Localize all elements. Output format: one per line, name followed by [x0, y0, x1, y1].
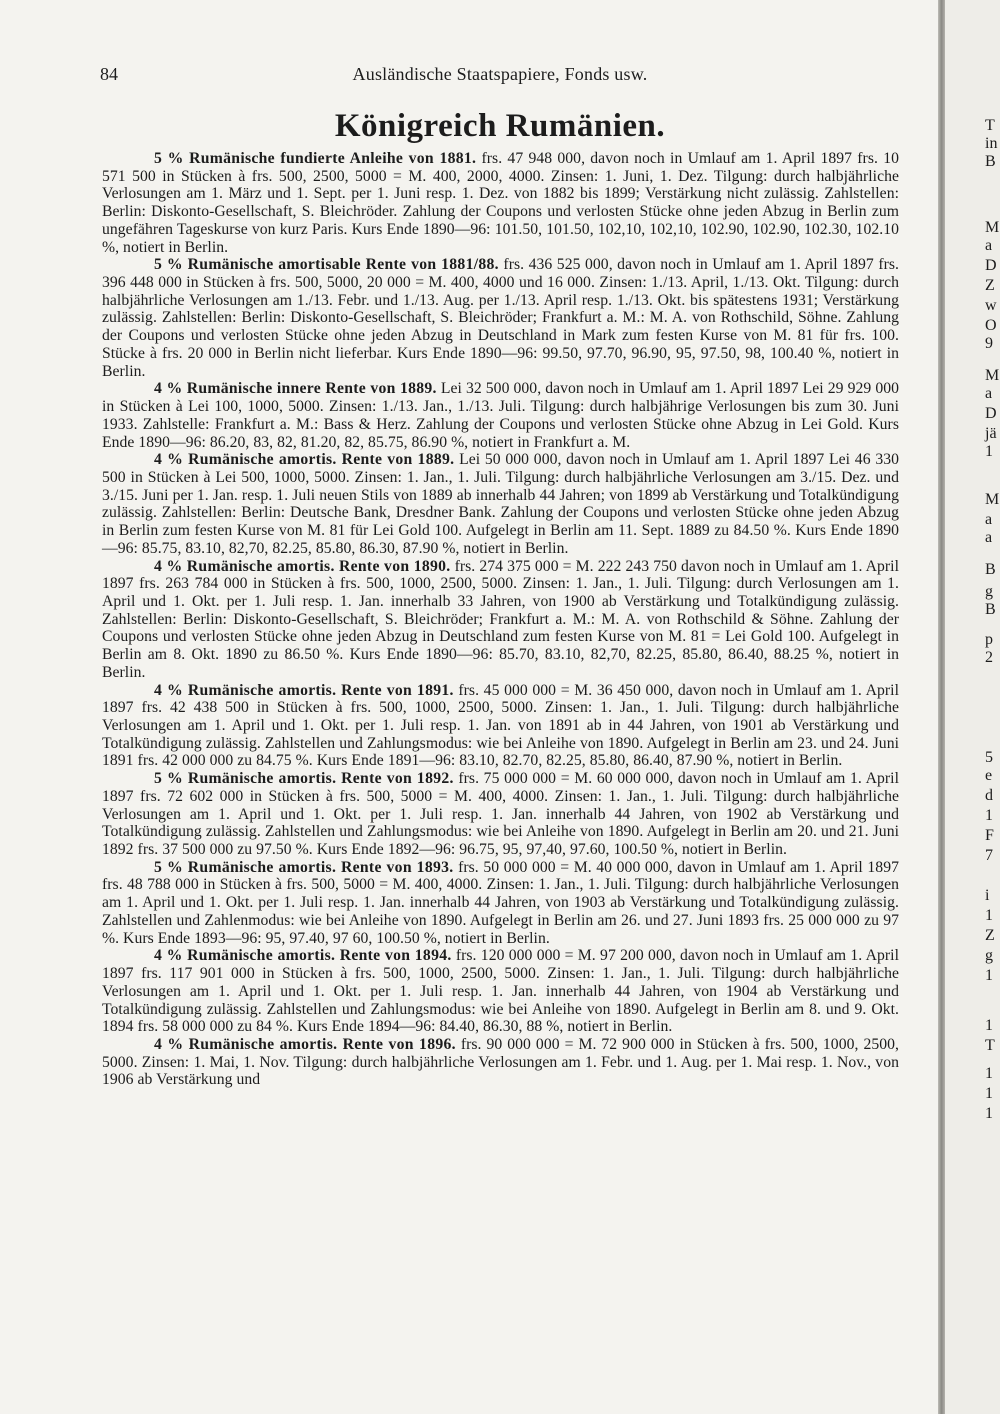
facing-page-fragment: T — [985, 1037, 995, 1054]
facing-page-fragment: i — [985, 887, 990, 904]
facing-page-fragment: g — [985, 947, 993, 964]
entry-heading: 4 % Rumänische amortis. Rente von 1889. — [154, 451, 455, 469]
facing-page-fragment: a — [985, 385, 993, 402]
facing-page-fragment: B — [985, 601, 996, 618]
facing-page-fragment: a — [985, 511, 993, 528]
facing-page-fragment: Z — [985, 277, 995, 294]
entry-text: Lei 50 000 000, davon noch in Umlauf am 1. April 1897 Lei 46 330 500 in Stücken à Lei 500, 1000, 5000. Zinsen: 1. Jan., 1. Juli. Tilgung: durch halbjährliche Verlosungen am 3./15. Dez. und 3./15. Juni per 1. Jan. resp. 1. Juli neuen Stils von 1889 ab innerhalb 44 Jahren; von 1899 ab Verstärkung und Totalkündigung zulässig. Zahlstellen: Berlin: Deutsche Bank, Dresdner Bank. Zahlung der Coupons und verlosten Stücke ohne jeden Abzug in Berlin zum festen Kurse von M. 81 für Lei Gold 100. Aufgelegt in Berlin am 11. Sept. 1889 zu 84.50 %. Kurs Ende 1890—96: 85.75, 83.10, 82,70, 82.25, 85.80, 86.30, 87.90 %, notiert in Berlin. — [102, 451, 899, 557]
entry-heading: 5 % Rumänische amortis. Rente von 1893. — [154, 858, 454, 876]
facing-page-fragment: O — [985, 317, 997, 334]
facing-page-fragment: 1 — [985, 807, 993, 824]
facing-page-fragment: D — [985, 405, 997, 422]
facing-page-fragment: d — [985, 787, 993, 804]
facing-page-fragment: 1 — [985, 907, 993, 924]
bond-entry — [102, 558, 899, 682]
entry-text: frs. 120 000 000 = M. 97 200 000, davon noch in Umlauf am 1. April 1897 frs. 117 901 000 in Stücken à frs. 500, 1000, 2500, 5000. Zinsen: 1. Jan., 1. Juli. Tilgung: durch halbjährliche Verlosungen am 1. April und 1. Okt. per 1. Juli resp. 1. Jan. innerhalb 44 Jahren, von 1904 ab Verstärkung und Totalkündigung zulässig. Zahlstellen und Zahlungsmodus: wie bei Anleihe von 1890. Aufgelegt in Berlin am 8. und 9. Okt. 1894 frs. 58 000 000 zu 84 %. Kurs Ende 1894—96: 84.40, 86.30, 88 %, notiert in Berlin. — [102, 947, 899, 1036]
entry-text: frs. 90 000 000 = M. 72 900 000 in Stücken à frs. 500, 1000, 2500, 5000. Zinsen: 1. Mai, 1. Nov. Tilgung: durch halbjährliche Verlosungen am 1. Febr. und 1. Aug. per 1. Mai resp. 1. Nov., von 1906 ab Verstärkung und — [102, 1035, 899, 1089]
facing-page-fragment: F — [985, 827, 994, 844]
facing-page-edge — [945, 0, 1000, 1414]
facing-page-fragment: T — [985, 117, 995, 134]
entry-heading: 4 % Rumänische amortis. Rente von 1890. — [154, 557, 451, 575]
facing-page-fragment: M — [985, 367, 1000, 384]
facing-page-fragment: 9 — [985, 335, 993, 352]
book-gutter — [938, 0, 945, 1414]
facing-page-fragment: D — [985, 257, 997, 274]
facing-page-fragment: 5 — [985, 749, 993, 766]
facing-page-fragment: 1 — [985, 1017, 993, 1034]
entry-text: frs. 50 000 000 = M. 40 000 000, davon in Umlauf am 1. April 1897 frs. 48 788 000 in Stücken à frs. 500, 5000 = M. 400, 4000. Zinsen: 1. Jan., 1. Juli. Tilgung: durch halbjährliche Verlosungen am 1. April und 1. Okt. per 1. Juli resp. 1. Jan. innerhalb 44 Jahren, von 1903 ab Verstärkung und Totalkündigung zulässig. Zahlstellen und Zahlenmodus: wie bei Anleihe von 1890. Aufgelegt in Berlin am 26. und 27. Juni 1893 frs. 25 000 000 zu 97 %. Kurs Ende 1893—96: 95, 97.40, 97 60, 100.50 %, notiert in Berlin. — [102, 858, 899, 947]
bond-entry — [102, 682, 899, 771]
bond-entry — [102, 947, 899, 1036]
facing-page-fragment: 1 — [985, 1085, 993, 1102]
facing-page-fragment: M — [985, 219, 1000, 236]
facing-page-fragment: 2 — [985, 649, 993, 666]
section-title: Königreich Rumänien. — [334, 108, 666, 144]
facing-page-fragment: w — [985, 297, 997, 314]
facing-page-fragment: Z — [985, 927, 995, 944]
entry-text: frs. 436 525 000, davon noch in Umlauf am 1. April 1897 frs. 396 448 000 in Stücken à frs. 500, 5000, 20 000 = M. 400, 4000 und 16 000. Zinsen: 1./13. April, 1./13. Okt. Tilgung: durch halbjährliche Verlosungen am 1./13. Febr. und 1./13. Aug. per 1./13. April resp. 1./13. Okt. bis spätestens 1931; Verstärkung zulässig. Zahlstellen: Berlin: Diskonto-Gesellschaft, S. Bleichröder; Frankfurt a. M.: M. A. von Rothschild, Söhne. Zahlung der Coupons und verlosten Stücke ohne jeden Abzug in Deutschland in Mark zum festen Kurse von M. 81 für frs. 100. Stücke à frs. 20 000 in Berlin nicht lieferbar. Kurs Ende 1890—96: 99.50, 97.70, 96.90, 95, 97.50, 98, 100.40 %, notiert in Berlin. — [102, 256, 899, 380]
entry-text: frs. 75 000 000 = M. 60 000 000, davon noch in Umlauf am 1. April 1897 frs. 72 602 000 in Stücken à frs. 500, 5000 = M. 400, 4000. Zinsen: 1. Jan., 1. Juli. Tilgung: durch halbjährliche Verlosungen am 1. April und 1. Okt. per 1. Juli resp. 1. Jan. innerhalb 44 Jahren, von 1902 ab Verstärkung und Totalkündigung zulässig. Zahlstellen und Zahlungsmodus: wie bei Anleihe von 1890. Aufgelegt in Berlin am 20. und 21. Juni 1892 frs. 37 500 000 zu 97.50 %. Kurs Ende 1892—96: 96.75, 95, 97,40, 97.60, 100.50 %, notiert in Berlin. — [102, 770, 900, 859]
bond-entry — [102, 451, 899, 557]
entry-heading: 5 % Rumänische fundierte Anleihe von 1881. — [154, 150, 477, 167]
facing-page-fragment: in — [985, 135, 998, 152]
facing-page-fragment: e — [985, 767, 993, 784]
facing-page-fragment: 1 — [985, 443, 993, 460]
bond-entry — [102, 380, 899, 451]
facing-page-fragment: p — [985, 631, 993, 648]
facing-page-fragment: a — [985, 237, 993, 254]
entry-heading: 4 % Rumänische amortis. Rente von 1891. — [154, 681, 454, 699]
entry-text: frs. 45 000 000 = M. 36 450 000, davon noch in Umlauf am 1. April 1897 frs. 42 438 500 in Stücken à frs. 500, 1000, 2500, 5000. Zinsen: 1. Jan., 1. Juli. Tilgung: durch halbjährliche Verlosungen am 1. April und 1. Okt. per 1. Juli resp. 1. Jan. von 1891 ab in 44 Jahren, von 1901 ab Verstärkung und Totalkündigung zulässig. Zahlstellen und Zahlungsmodus: wie bei Anleihe von 1890. Aufgelegt in Berlin am 23. und 24. Juni 1891 frs. 42 000 000 zu 84.75 %. Kurs Ende 1891—96: 83.10, 82.70, 82.25, 85.80, 86.40, 87.90 %, notiert in Berlin. — [102, 681, 900, 770]
entry-text: frs. 274 375 000 = M. 222 243 750 davon noch in Umlauf am 1. April 1897 frs. 263 784 000 in Stücken à frs. 500, 1000, 2500, 5000. Zinsen: 1. Jan., 1. Juli. Tilgung: durch Verlosungen am 1. April und 1. Okt. per 1. Juli resp. 1. Jan. innerhalb 33 Jahren, von 1900 ab Verstärkung und Totalkündigung zulässig. Zahlstellen: Berlin: Diskonto-Gesellschaft, S. Bleichröder; Frankfurt a. M.: M. A. von Rothschild & Söhne. Zahlung der Coupons und verlosten Stücke ohne jeden Abzug in Deutschland zum festen Kurse von M. 81 = Lei Gold 100. Aufgelegt in Berlin am 8. Okt. 1890 zu 86.50 %. Kurs Ende 1890—96: 85.70, 83.10, 82,70, 82.25, 85.80, 86.40, 88.25 %, notiert in Berlin. — [102, 557, 899, 681]
entry-text: frs. 47 948 000, davon noch in Umlauf am 1. April 1897 frs. 10 571 500 in Stücken à frs. 500, 2500, 5000 = M. 400, 2000, 4000. Zinsen: 1. Juni, 1. Dez. Tilgung: durch halbjährliche Verlosungen am 1. März und 1. Sept. per 1. Juni resp. 1. Dez. von 1882 bis 1899; Verstärkung nicht zulässig. Zahlstellen: Berlin: Diskonto-Gesellschaft, S. Bleichröder. Zahlung der Coupons und verlosten Stücke ohne jeden Abzug in Berlin zum ungefähren Tageskurse von kurz Paris. Kurs Ende 1890—96: 101.50, 101.50, 102,10, 102,10, 102.90, 102.90, 102.30, 102.10 %, notiert in Berlin. — [102, 150, 899, 256]
running-head: Ausländische Staatspapiere, Fonds usw. — [352, 64, 648, 84]
facing-page-fragment: g — [985, 583, 993, 600]
facing-page-fragment: 1 — [985, 1105, 993, 1122]
facing-page-fragment: 1 — [985, 967, 993, 984]
facing-page-fragment: 7 — [985, 847, 993, 864]
facing-page-fragment: jä — [985, 425, 997, 442]
entry-text: Lei 32 500 000, davon noch in Umlauf am 1. April 1897 Lei 29 929 000 in Stücken à Lei 100, 1000, 5000. Zinsen: 1./13. Jan., 1./13. Juli. Tilgung: durch halbjährige Verlosungen bis zum 30. Juni 1933. Zahlstelle: Frankfurt a. M.: Bass & Herz. Zahlung der Coupons und verlosten Stücke ohne Abzug in Lei Gold. Kurs Ende 1890—96: 86.20, 83, 82, 81.20, 82, 85.75, 86.90 %, notiert in Frankfurt a. M. — [102, 380, 900, 451]
bond-entry — [102, 859, 899, 948]
facing-page-fragment: M — [985, 491, 1000, 508]
facing-page-fragment: B — [985, 153, 996, 170]
facing-page-fragment: 1 — [985, 1065, 993, 1082]
entry-heading: 4 % Rumänische amortis. Rente von 1894. — [154, 947, 452, 965]
bond-entry — [102, 256, 899, 380]
page-header — [100, 64, 900, 88]
page-number: 84 — [100, 64, 118, 84]
entries-body — [102, 150, 899, 1089]
facing-page-fragment: B — [985, 561, 996, 578]
entry-heading: 5 % Rumänische amortisable Rente von 1881/88. — [154, 256, 499, 274]
bond-entry — [102, 770, 899, 859]
entry-heading: 4 % Rumänische amortis. Rente von 1896. — [154, 1035, 456, 1053]
facing-page-fragment: a — [985, 529, 993, 546]
entry-heading: 5 % Rumänische amortis. Rente von 1892. — [154, 770, 454, 788]
entry-heading: 4 % Rumänische innere Rente von 1889. — [154, 380, 437, 398]
bond-entry — [102, 150, 899, 256]
bond-entry — [102, 1036, 899, 1089]
